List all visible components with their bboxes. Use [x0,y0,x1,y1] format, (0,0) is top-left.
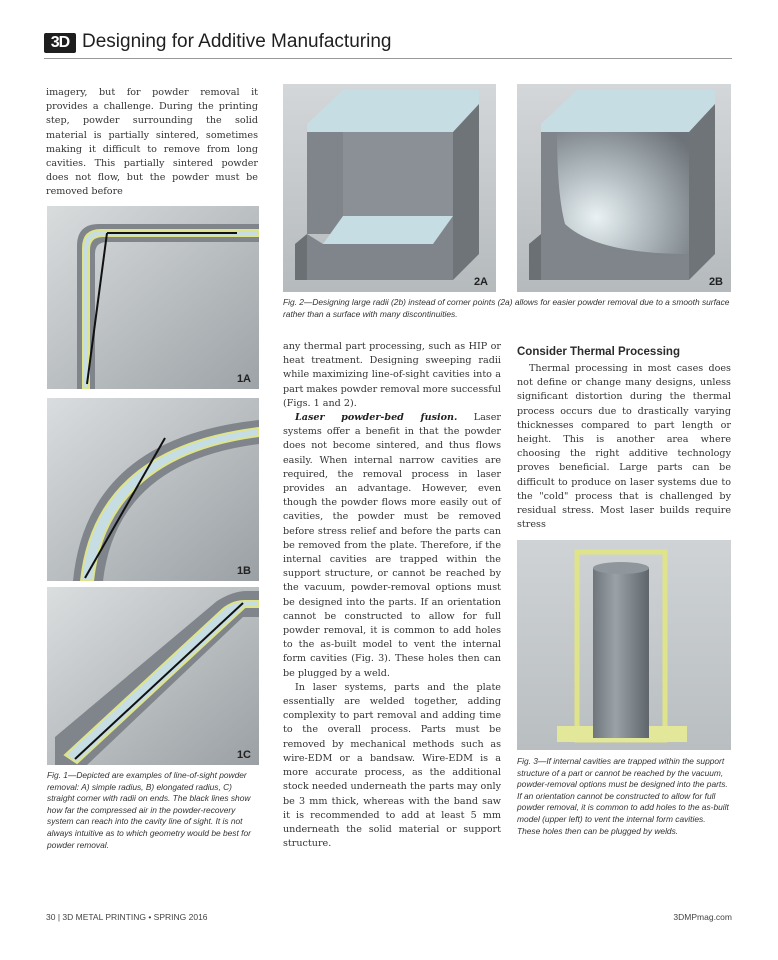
figure-3-caption: Fig. 3—If internal cavities are trapped within the support structure of a part or cannot be reached by the vacuum, powder-removal options must be designed into the parts. If an orientation cannot be constructed to allow for full powder removal, it is common to add holes to the as-built model (upper left) to vent the internal form cavities. These holes then can be plugged by welds. [517,756,729,836]
figure-1a-drawing [47,206,259,389]
right-paragraph-1: Thermal processing in most cases does not define or change many designs, unless significant distortion during the thermal process occurs due to drastically varying thicknesses compared to part length or height. This is another area where choosing the right additive technology proves beneficial. Large parts can be difficult to produce on laser systems due to the "cold" process that is challenged by residual stress. Most laser builds require stress [517,363,731,531]
figure-2a [283,84,496,292]
header-rule [44,58,732,59]
laser-powder-bed-fusion-lead: Laser powder-bed fusion. [295,412,458,424]
figure-1-caption: Fig. 1—Depicted are examples of line-of-sight powder removal: A) simple radius, B) elongated radius, C) straight corner with radii on ends. The black lines show how far the compressed air in the powder-recovery system can reach into the cavity line of sight. It is not always intuitive as to which geometry would be best for powder removal. [47,770,251,850]
figure-1c [47,587,259,765]
intro-paragraph: imagery, but for powder removal it provides a challenge. During the printing step, powder surrounding the solid material is partially sintered, sometimes making it difficult to remove from long cavities. This partially sintered powder does not flow, but the powder must be removed before [46,87,258,198]
magazine-logo: 3D [44,33,76,53]
footer-website: 3DMPmag.com [673,912,732,922]
middle-paragraph-1: any thermal part processing, such as HIP or heat treatment. Designing sweeping radii while maximizing line-of-sight cavities into a part makes powder removal more successful (Figs. 1 and 2). [283,341,501,409]
figure-1b [47,398,259,581]
figure-2b-label: 2B [708,276,723,288]
figure-2a-drawing [283,84,496,292]
figure-1a [47,206,259,389]
middle-column-text [283,340,501,851]
page-header-title: Designing for Additive Manufacturing [82,31,392,52]
figure-1c-label: 1C [236,749,251,761]
figure-2b [517,84,731,292]
figure-3-drawing [517,540,731,750]
figure-1b-label: 1B [236,565,251,577]
middle-paragraph-2-body: Laser systems offer a benefit in that the powder does not become sintered, and thus flows easily. When internal narrow cavities are required, the removal process in laser provides an advantage. However, even though the powder flows more easily out of cavities, the powder must be removed before stress relief and before the parts can be removed from the plate. Therefore, if the internal cavities are trapped within the support structure, or cannot be reached by the vacuum, powder-removal options must be designed into the parts. If an orientation cannot be constructed to allow for full powder removal, it is common to add holes to the as-built model to vent the internal form cavities (Fig. 3). These holes then can be plugged by a weld. [283,412,501,679]
figure-2b-drawing [517,84,731,292]
footer-page-info: 30 | 3D METAL PRINTING • SPRING 2016 [46,912,208,922]
figure-2-caption: Fig. 2—Designing large radii (2b) instead of corner points (2a) allows for easier powder removal due to a smooth surface rather than a surface with many discontinuities. [283,297,730,319]
figure-1c-drawing [47,587,259,765]
middle-paragraph-2 [283,411,501,681]
right-column-text [517,362,731,532]
left-column-text [46,86,258,200]
middle-paragraph-3: In laser systems, parts and the plate essentially are welded together, adding complexity to part removal and adding time to the overall process. Parts must be removed by mechanical methods such as wire-EDM or a bandsaw. Wire-EDM is a more accurate process, as the additional stock needed underneath the parts may only be 3 mm thick, whereas with the band saw it is recommended to add at least 5 mm underneath the solid material or support structure. [283,681,501,850]
figure-2a-label: 2A [473,276,488,288]
section-heading: Consider Thermal Processing [517,346,680,358]
figure-3 [517,540,731,750]
figure-1a-label: 1A [236,373,251,385]
figure-1b-drawing [47,398,259,581]
